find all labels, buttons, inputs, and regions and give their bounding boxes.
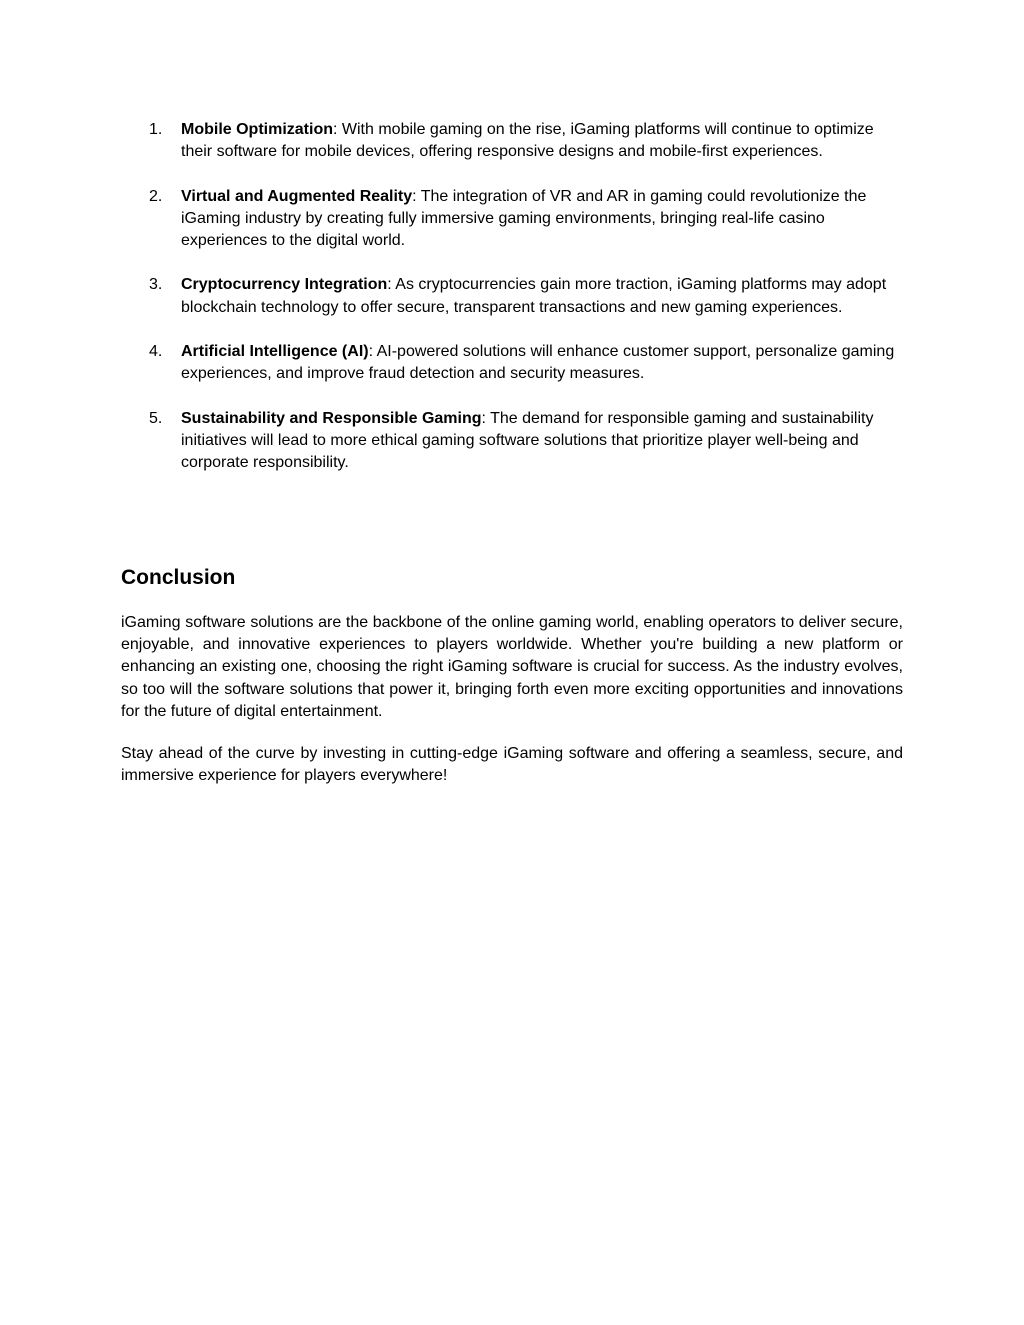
list-item-number: 2. xyxy=(149,187,163,205)
list-item-number: 5. xyxy=(149,409,163,427)
list-item-number: 4. xyxy=(149,342,163,360)
list-item-title: Artificial Intelligence (AI) xyxy=(181,342,369,360)
list-item-text: : AI-powered solutions will enhance customer support, personalize gaming experiences, and improve fraud detection and security measures. xyxy=(181,342,895,383)
list-item-title: Sustainability and Responsible Gaming xyxy=(181,409,482,427)
list-item-title: Mobile Optimization xyxy=(181,121,333,138)
future-trends-list xyxy=(149,119,909,474)
list-item xyxy=(149,341,909,385)
list-item-text: : With mobile gaming on the rise, iGaming platforms will continue to optimize their software for mobile devices, offering responsive designs and mobile-first experiences. xyxy=(181,121,874,161)
list-item-text: : The demand for responsible gaming and sustainability initiatives will lead to more ethical gaming software solutions that prioritize player well-being and corporate responsibility. xyxy=(181,409,874,471)
conclusion-heading: Conclusion xyxy=(121,566,236,589)
list-item-title: Cryptocurrency Integration xyxy=(181,276,388,294)
list-item xyxy=(149,119,909,163)
list-item xyxy=(149,408,909,475)
conclusion-paragraph: iGaming software solutions are the backbone of the online gaming world, enabling operators to deliver secure, enjoyable, and innovative experiences to players worldwide. Whether you're building a new platform or enhancing an existing one, choosing the right iGaming software is crucial for success. As the industry evolves, so too will the software solutions that power it, bringing forth even more exciting opportunities and innovations for the future of digital entertainment. xyxy=(121,614,903,720)
list-item-title: Virtual and Augmented Reality xyxy=(181,187,413,205)
list-item-number: 3. xyxy=(149,276,163,294)
list-item-text: : As cryptocurrencies gain more traction, iGaming platforms may adopt blockchain technology to offer secure, transparent transactions and new gaming experiences. xyxy=(181,276,887,316)
list-item xyxy=(149,186,909,253)
conclusion-paragraph: Stay ahead of the curve by investing in cutting-edge iGaming software and offering a seamless, secure, and immersive experience for players everywhere! xyxy=(121,745,903,785)
conclusion-body xyxy=(121,612,903,807)
list-item-text: : The integration of VR and AR in gaming could revolutionize the iGaming industry by creating fully immersive gaming environments, bringing real-life casino experiences to the digital world. xyxy=(181,187,867,249)
list-item-number: 1. xyxy=(149,121,163,138)
list-item xyxy=(149,274,909,318)
